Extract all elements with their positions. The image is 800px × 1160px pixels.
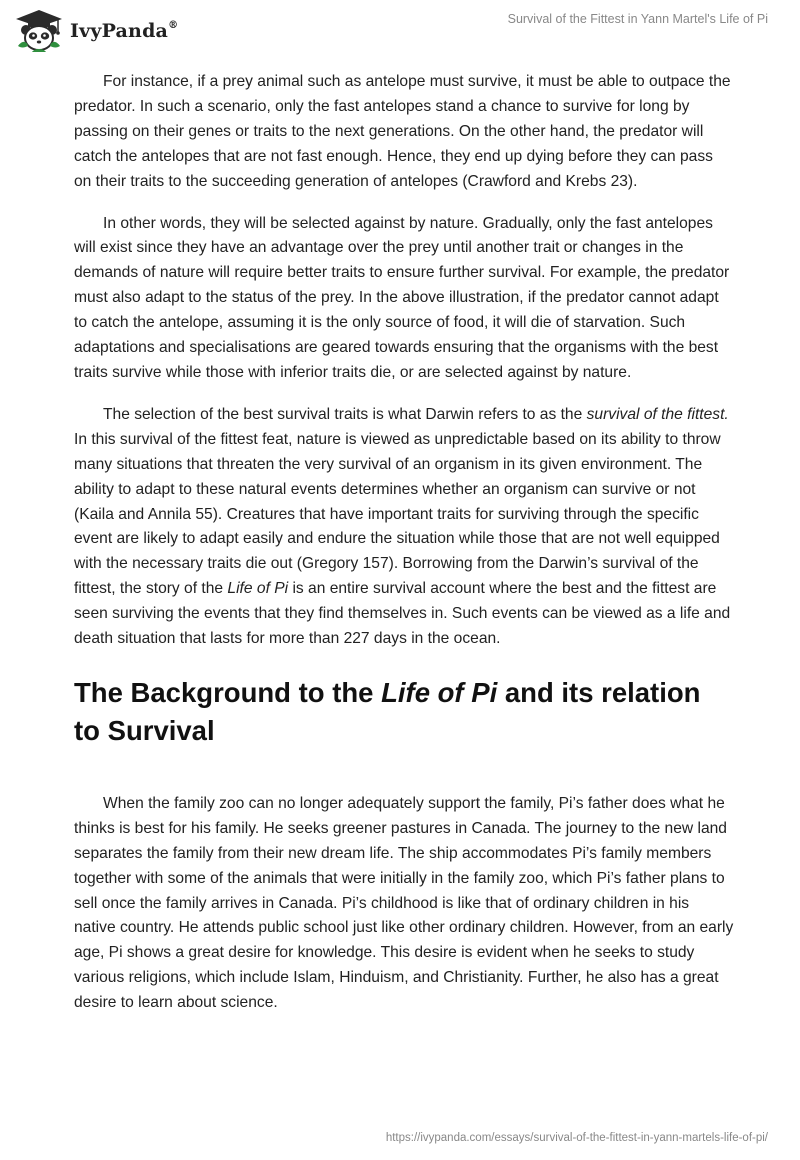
- paragraph-family-zoo: When the family zoo can no longer adequately support the family, Pi’s father does what he thinks is best for his family. He seeks greener pastures in Canada. The journey to the new land separates the family from their new dream life. The ship accommodates Pi’s family members together with some of the animals that were initially in the family zoo, which Pi’s father plans to sell once the family arrives in Canada. Pi’s childhood is like that of ordinary children in his native country. He attends public school just like other ordinary children. However, from an early age, Pi shows a great desire for knowledge. This desire is evident when he seeks to study various religions, which include Islam, Hinduism, and Christianity. Further, he also has a great desire to learn about science.: [74, 794, 734, 1012]
- paragraph-antelope-predator: For instance, if a prey animal such as antelope must survive, it must be able to outpace the predator. In such a scenario, only the fast antelopes stand a chance to survive for long by passing on their genes or traits to the next generations. On the other hand, the predator will catch the antelopes that are not fast enough. Hence, they end up dying before they can pass on their traits to the succeeding generation of antelopes (Crawford and Krebs 23).: [74, 73, 731, 190]
- emphasis-life-of-pi: Life of Pi: [227, 580, 289, 598]
- source-url[interactable]: https://ivypanda.com/essays/survival-of-the-fittest-in-yann-martels-life-of-pi/: [385, 1132, 768, 1144]
- section-heading: The Background to the Life of Pi and its relation to Survival: [74, 676, 701, 746]
- paragraph-selected-against: In other words, they will be selected against by nature. Gradually, only the fast antelopes will exist since they have an advantage over the prey until another trait or changes in the demands of nature will require better traits to ensure further survival. For example, the predator must also adapt to the status of the prey. In the above illustration, if the predator cannot adapt to catch the antelope, assuming it is the only source of food, it will die of starvation. Such adaptations and specialisations are geared towards ensuring that the organisms with the best traits survive while those with inferior traits die, or are selected against by nature.: [74, 214, 730, 381]
- brand-logo[interactable]: [14, 8, 178, 54]
- panda-graduate-icon: [14, 8, 64, 54]
- document-title: Survival of the Fittest in Yann Martel's Life of Pi: [507, 12, 768, 26]
- page-header: [0, 0, 800, 70]
- paragraph-survival-of-fittest: The selection of the best survival traits is what Darwin refers to as the survival of the fittest. In this survival of the fittest feat, nature is viewed as unpredictable based on its ability to throw many situations that threaten the very survival of an organism in its given environment. The ability to adapt to these natural events determines whether an organism can survive or not (Kaila and Annila 55). Creatures that have important traits for surviving through the specific event are likely to adapt easily and endure the situation while those that are not well equipped with the necessary traits die out (Gregory 157). Borrowing from the Darwin’s survival of the fittest, the story of the Life of Pi is an entire survival account where the best and the fittest are seen surviving the events that they find themselves in. Such events can be viewed as a life and death situation that lasts for more than 227 days in the ocean.: [74, 405, 731, 648]
- brand-name: IvyPanda®: [70, 19, 179, 42]
- article-body: [74, 70, 734, 1033]
- emphasis-survival-of-the-fittest: survival of the fittest.: [586, 405, 729, 423]
